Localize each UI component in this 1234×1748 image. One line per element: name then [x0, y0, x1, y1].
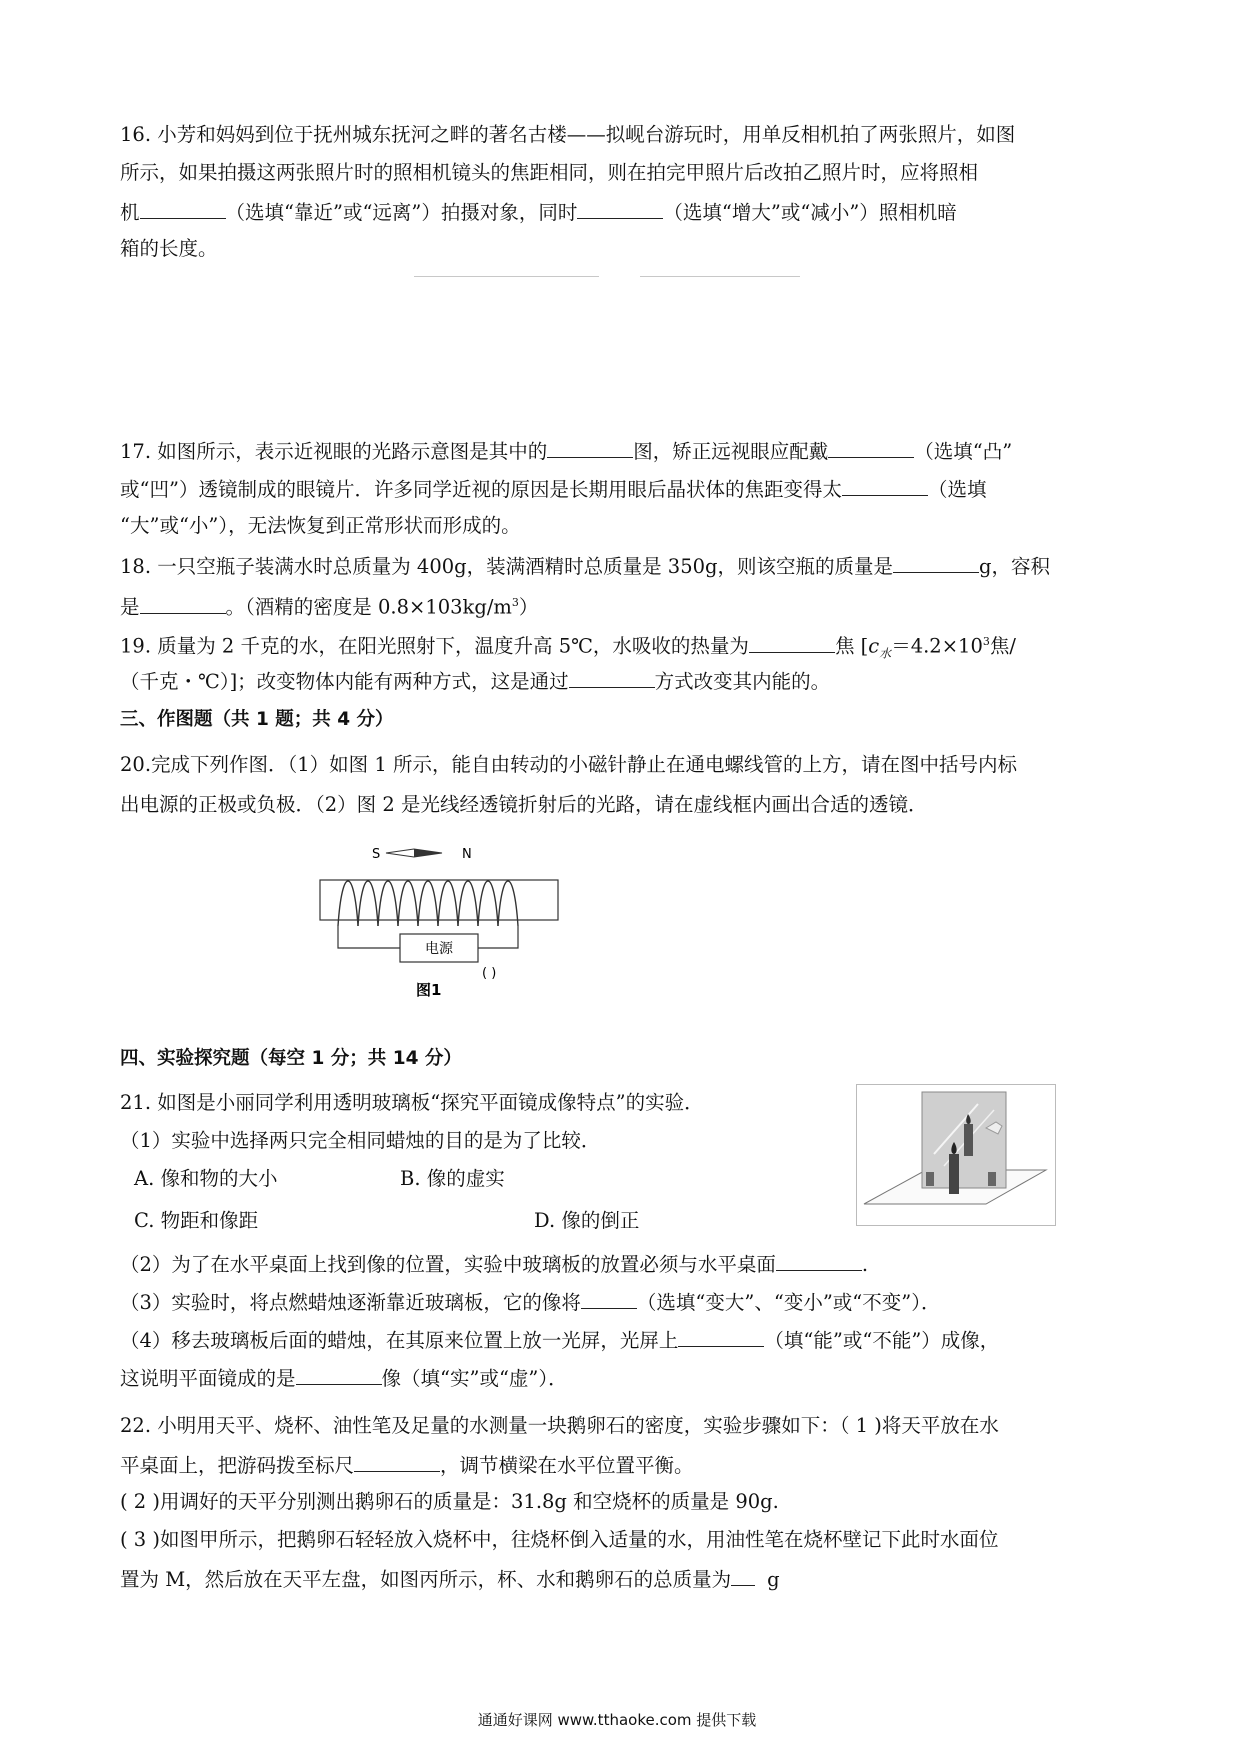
answer-blank[interactable] [140, 198, 226, 219]
q22-text: 平桌面上，把游码拨至标尺 [120, 1454, 355, 1477]
symbol-c: c [868, 634, 880, 658]
q21-option-c[interactable]: C. 物距和像距 [134, 1209, 259, 1232]
wire-right [478, 926, 518, 948]
q19-text: 方式改变其内能的。 [654, 670, 831, 693]
answer-blank[interactable] [569, 667, 655, 688]
q17-line-3: “大”或“小”），无法恢复到正常形状而形成的。 [120, 514, 521, 537]
q22-text: 置为 M，然后放在天平左盘，如图丙所示，杯、水和鹅卵石的总质量为 [120, 1568, 732, 1591]
q16-line-4: 箱的长度。 [120, 237, 218, 260]
wire-left [338, 926, 400, 948]
page-footer: 通通好课网 www.tthaoke.com 提供下载 [477, 1711, 757, 1729]
glass-support-right [988, 1172, 996, 1186]
fig-label-n: N [462, 847, 472, 862]
q16-text: （选填“增大”或“减小”）照相机暗 [663, 201, 957, 224]
q16-text: 机 [120, 201, 140, 224]
candle-behind-icon [964, 1124, 973, 1156]
q19-text: 焦 [ [834, 634, 869, 658]
subscript: 水 [879, 646, 892, 661]
photo-placeholder-rule [414, 276, 599, 277]
q18-line-2 [120, 590, 538, 621]
answer-blank[interactable] [828, 437, 914, 458]
answer-blank[interactable] [547, 437, 633, 458]
q18-text: g，容积 [979, 555, 1050, 578]
q18-text: 。（酒精的密度是 0.8×103kg/m [225, 595, 512, 619]
q21-text: . [861, 1253, 869, 1276]
q16-text: （选填“靠近”或“远离”）拍摄对象，同时 [225, 201, 578, 224]
q20-line-1: 20.完成下列作图．（1）如图 1 所示，能自由转动的小磁针静止在通电螺线管的上方，请在图中括号内标 [120, 753, 1017, 776]
q18-text: ） [518, 595, 539, 619]
compass-needle-north [414, 849, 442, 857]
q19-text: 焦/ [989, 634, 1016, 658]
q17-text: 或“凹”）透镜制成的眼镜片．许多同学近视的原因是长期用眼后晶状体的焦距变得太 [120, 478, 842, 501]
q17-text: （选填“凸” [914, 440, 1013, 463]
q21-text: （选填“变大”、“变小”或“不变”）． [636, 1291, 941, 1314]
q22-line-3: ( 2 )用调好的天平分别测出鹅卵石的质量是：31.8g 和空烧杯的质量是 90g. [120, 1490, 779, 1513]
answer-blank[interactable] [731, 1565, 755, 1586]
q19-text: ＝4.2×10 [891, 634, 983, 658]
q19-line-2 [120, 667, 830, 695]
answer-blank[interactable] [354, 1451, 440, 1472]
q18-text: 是 [120, 595, 140, 619]
polarity-bracket[interactable]: ( ) [482, 966, 497, 981]
section-3-heading: 三、作图题（共 1 题；共 4 分） [120, 709, 394, 730]
q16-line-1: 16. 小芳和妈妈到位于抚州城东抚河之畔的著名古楼——拟岘台游玩时，用单反相机拍了两张照片，如图 [120, 123, 1016, 146]
answer-blank[interactable] [893, 552, 979, 573]
plane-mirror-experiment-figure [856, 1084, 1056, 1226]
section-4-heading: 四、实验探究题（每空 1 分；共 14 分） [120, 1048, 462, 1069]
q22-line-2 [120, 1451, 694, 1479]
q21-line-5 [120, 1250, 868, 1278]
q19-text: 19. 质量为 2 千克的水，在阳光照射下，温度升高 5℃，水吸收的热量为 [120, 634, 749, 658]
q16-line-2: 所示，如果拍摄这两张照片时的照相机镜头的焦距相同，则在拍完甲照片后改拍乙照片时，应将照相 [120, 161, 979, 184]
q18-line-1 [120, 552, 1050, 580]
q21-line-7 [120, 1326, 999, 1354]
q21-text: （4）移去玻璃板后面的蜡烛，在其原来位置上放一光屏，光屏上 [120, 1329, 679, 1352]
q21-text: 这说明平面镜成的是 [120, 1367, 296, 1390]
answer-blank[interactable] [140, 593, 226, 614]
q21-line-1: 21. 如图是小丽同学利用透明玻璃板“探究平面镜成像特点”的实验． [120, 1091, 704, 1114]
q17-text: 图，矫正远视眼应配戴 [633, 440, 829, 463]
glass-support-left [926, 1172, 934, 1186]
figure-1-caption: 图1 [416, 981, 442, 999]
answer-blank[interactable] [749, 632, 835, 653]
q21-text: 像（填“实”或“虚”）． [381, 1367, 568, 1390]
answer-blank[interactable] [581, 1288, 637, 1309]
q19-line-1 [120, 629, 1016, 666]
q21-text: （2）为了在水平桌面上找到像的位置，实验中玻璃板的放置必须与水平桌面 [120, 1253, 776, 1276]
fig-label-s: S [372, 847, 381, 862]
q17-text: 17. 如图所示，表示近视眼的光路示意图是其中的 [120, 440, 548, 463]
answer-blank[interactable] [296, 1364, 382, 1385]
answer-blank[interactable] [776, 1250, 862, 1271]
q21-line-6 [120, 1288, 941, 1316]
q21-option-d[interactable]: D. 像的倒正 [534, 1209, 640, 1232]
solenoid-coil [338, 881, 518, 926]
q22-line-4: ( 3 )如图甲所示，把鹅卵石轻轻放入烧杯中，往烧杯倒入适量的水，用油性笔在烧杯壁记下此时水面位 [120, 1528, 999, 1551]
q17-line-1 [120, 437, 1012, 465]
q16-line-3 [120, 198, 957, 226]
answer-blank[interactable] [842, 475, 928, 496]
q17-text: （选填 [927, 478, 987, 501]
answer-blank[interactable] [577, 198, 663, 219]
superscript: 3 [511, 596, 519, 609]
q22-line-1: 22. 小明用天平、烧杯、油性笔及足量的水测量一块鹅卵石的密度，实验步骤如下：（ 1 )将天平放在水 [120, 1414, 999, 1437]
q17-line-2 [120, 475, 986, 503]
power-source-label: 电源 [425, 941, 453, 957]
q21-option-a[interactable]: A. 像和物的大小 [134, 1167, 278, 1190]
solenoid-figure [310, 840, 570, 1010]
answer-blank[interactable] [678, 1326, 764, 1347]
q18-text: 18. 一只空瓶子装满水时总质量为 400g，装满酒精时总质量是 350g，则该空瓶的质量是 [120, 555, 894, 578]
superscript: 3 [982, 635, 990, 648]
q22-text: ，调节横梁在水平位置平衡。 [440, 1454, 694, 1477]
q21-option-b[interactable]: B. 像的虚实 [400, 1167, 505, 1190]
candle-front-icon [949, 1154, 959, 1194]
q21-line-2: （1）实验中选择两只完全相同蜡烛的目的是为了比较． [120, 1129, 601, 1152]
q22-line-5 [120, 1565, 780, 1593]
photo-placeholder-rule [640, 276, 800, 277]
q19-text: （千克・℃）]；改变物体内能有两种方式，这是通过 [120, 670, 569, 693]
q21-text: （3）实验时，将点燃蜡烛逐渐靠近玻璃板，它的像将 [120, 1291, 581, 1314]
q22-text: g [767, 1568, 780, 1591]
q20-line-2: 出电源的正极或负极．（2）图 2 是光线经透镜折射后的光路，请在虚线框内画出合适的透镜． [120, 793, 928, 816]
q21-line-8 [120, 1364, 568, 1392]
q21-text: （填“能”或“不能”）成像， [764, 1329, 1000, 1352]
